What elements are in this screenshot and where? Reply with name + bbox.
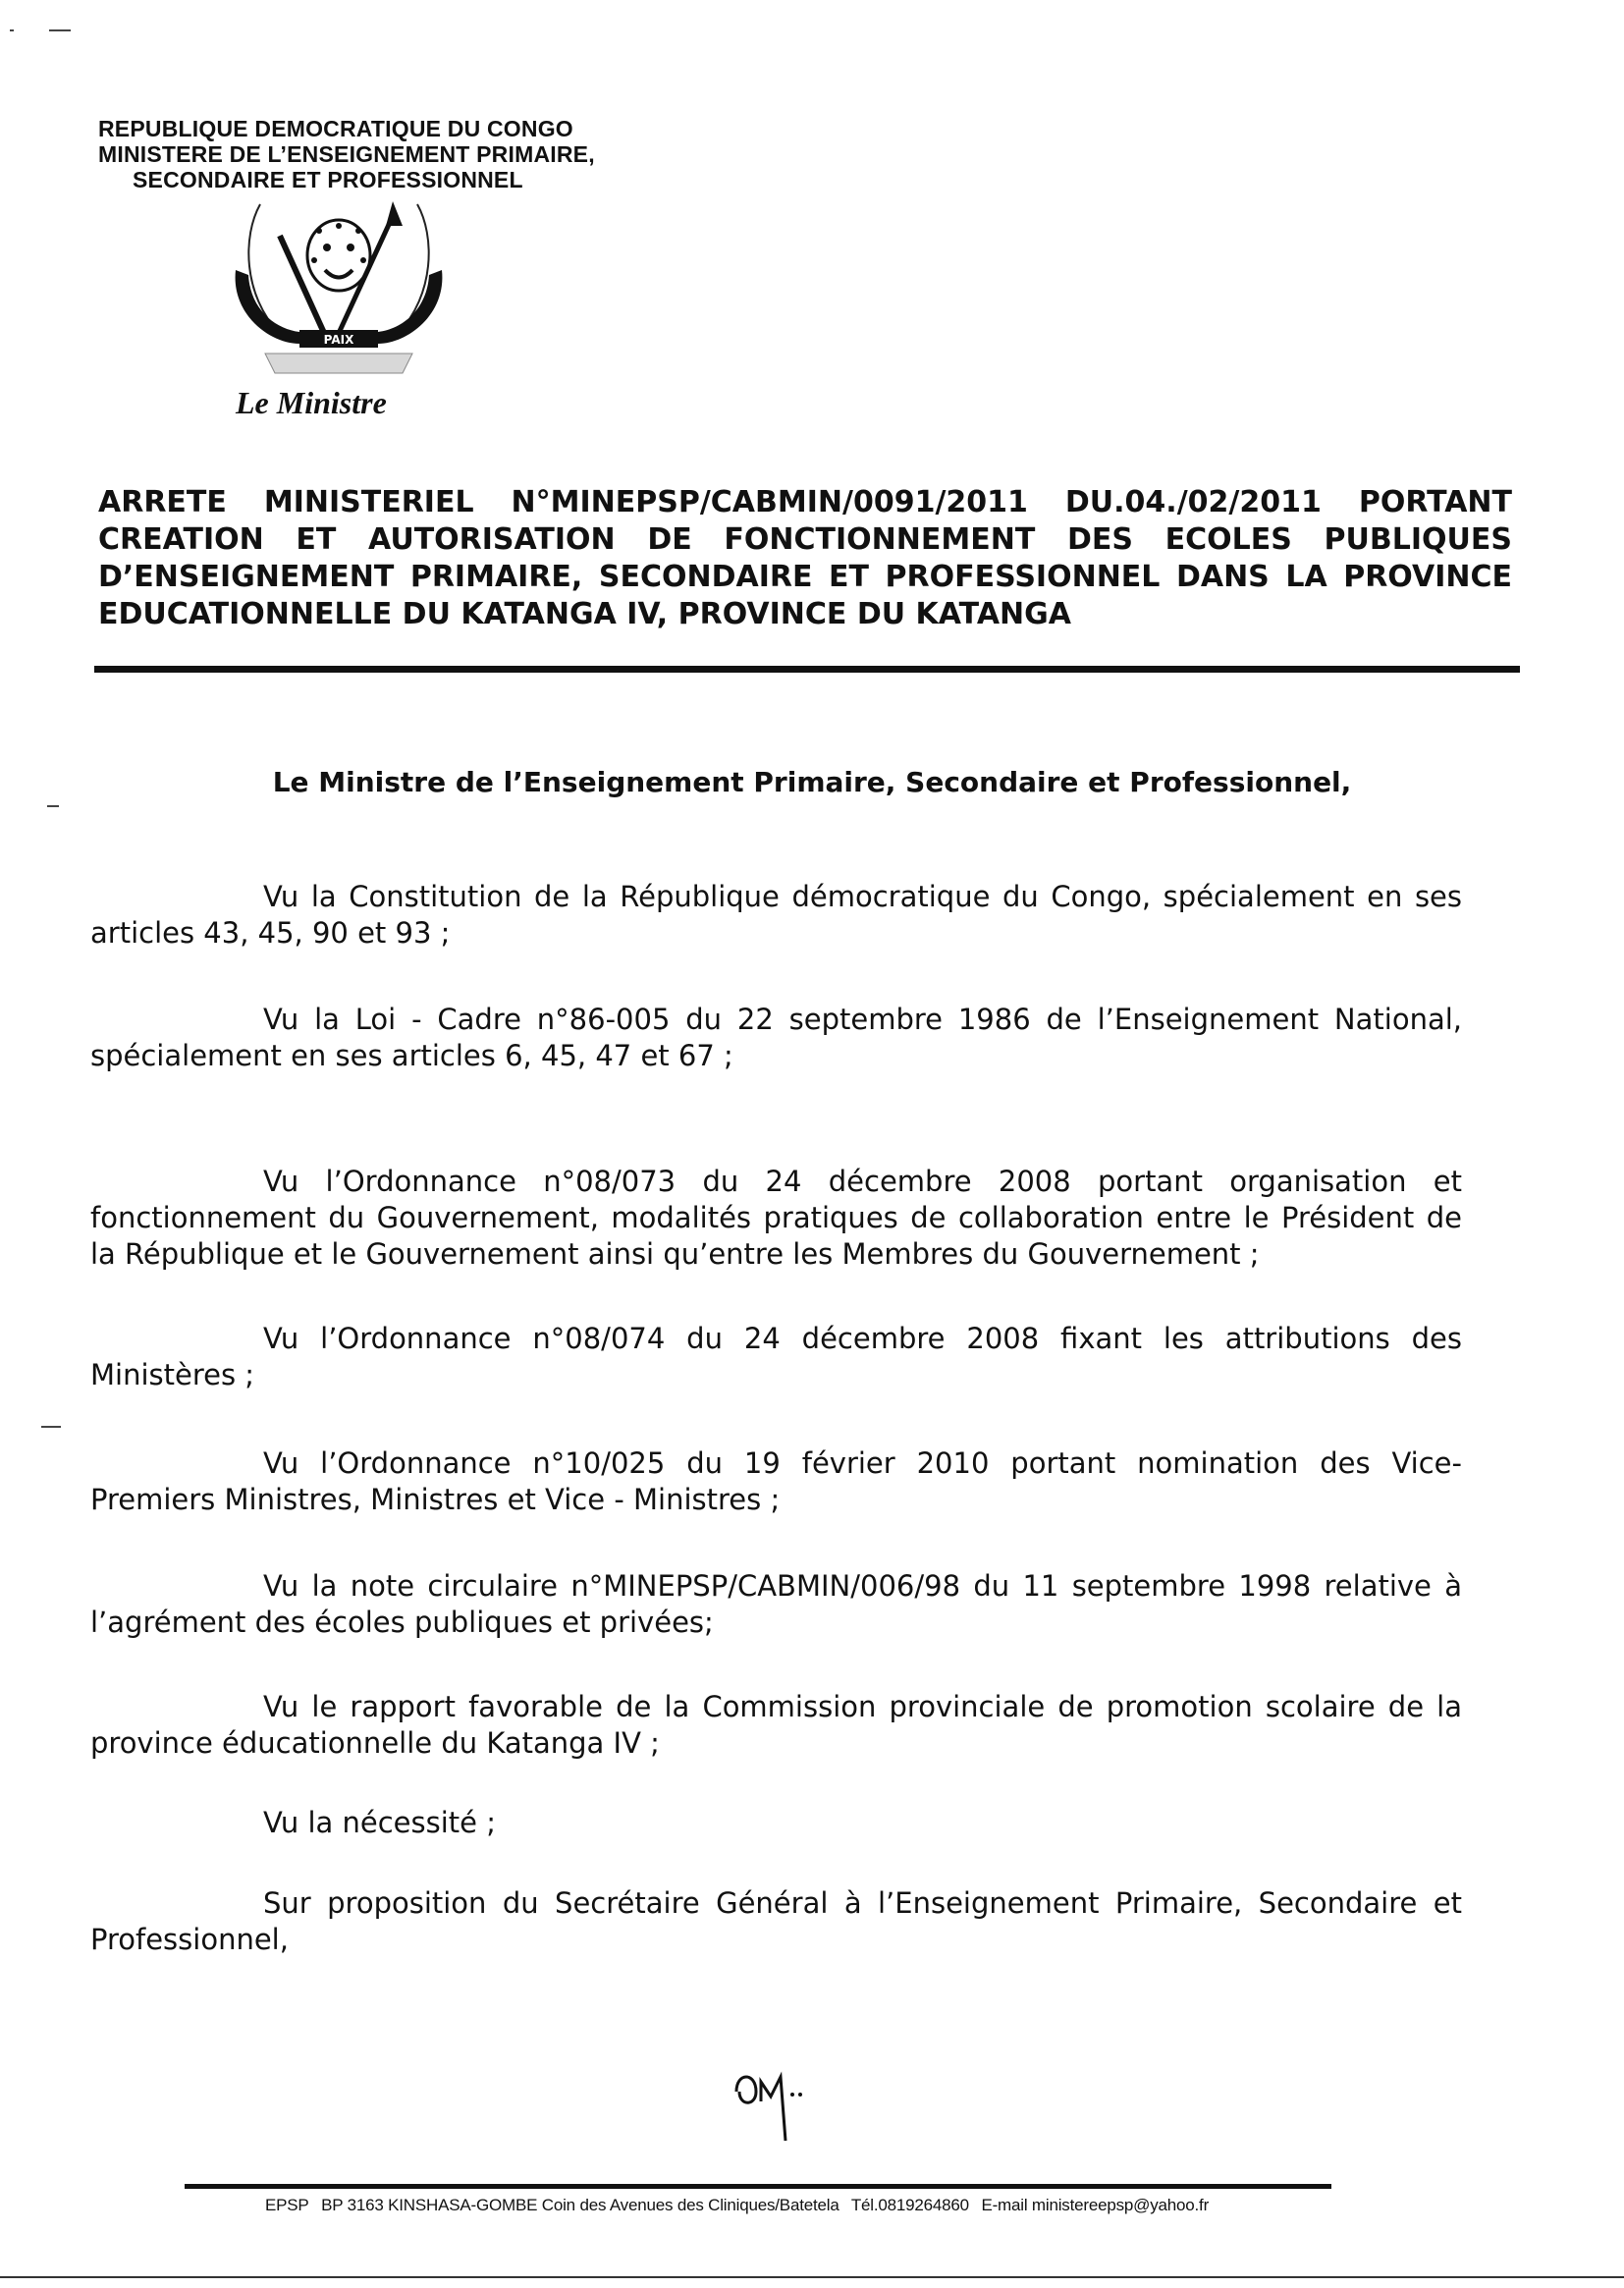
scan-edge <box>0 2276 1624 2278</box>
paragraph-loi-cadre: Vu la Loi - Cadre n°86-005 du 22 septembre 1986 de l’Enseignement National, spécialement en ses articles 6, 45, 47 et 67 ; <box>90 1003 1462 1072</box>
scan-mark <box>41 1426 61 1428</box>
footer-org: EPSP <box>265 2196 309 2214</box>
footer-address: BP 3163 KINSHASA-GOMBE Coin des Avenues des Cliniques/Batetela <box>321 2196 839 2214</box>
paragraph-ordonnance-10-025: Vu l’Ordonnance n°10/025 du 19 février 2010 portant nomination des Vice-Premiers Ministres, Ministres et Vice - Ministres ; <box>90 1446 1462 1516</box>
signature-initials <box>731 2047 820 2155</box>
emblem-motto: PAIX <box>323 333 354 347</box>
footer-email: E-mail ministereepsp@yahoo.fr <box>981 2196 1210 2214</box>
letterhead-ministry: MINISTERE DE L’ENSEIGNEMENT PRIMAIRE, <box>98 141 595 167</box>
coat-of-arms-emblem <box>221 196 457 388</box>
paragraph-note-circulaire: Vu la note circulaire n°MINEPSP/CABMIN/006/98 du 11 septembre 1998 relative à l’agrément des écoles publiques et privées; <box>90 1569 1462 1639</box>
paragraph-constitution: Vu la Constitution de la République démocratique du Congo, spécialement en ses articles 43, 45, 90 et 93 ; <box>90 880 1462 950</box>
paragraph-necessite: Vu la nécessité ; <box>263 1806 496 1839</box>
footer-divider <box>185 2184 1331 2189</box>
paragraph-ordonnance-08-073: Vu l’Ordonnance n°08/073 du 24 décembre 2008 portant organisation et fonctionnement du Gouvernement, modalités pratiques de collaboration entre le Président de la République et le Gouvernement ainsi qu’entre les Membres du Gouvernement ; <box>90 1165 1462 1271</box>
scan-mark <box>47 805 59 807</box>
scan-mark <box>49 29 71 31</box>
paragraph-proposition: Sur proposition du Secrétaire Général à l’Enseignement Primaire, Secondaire et Professionnel, <box>90 1886 1462 1956</box>
minister-heading: Le Ministre de l’Enseignement Primaire, Secondaire et Professionnel, <box>272 766 1352 798</box>
letterhead <box>98 116 595 192</box>
title-divider <box>94 666 1520 673</box>
paragraph-ordonnance-08-074: Vu l’Ordonnance n°08/074 du 24 décembre 2008 fixant les attributions des Ministères ; <box>90 1322 1462 1391</box>
arrete-title: ARRETE MINISTERIEL N°MINEPSP/CABMIN/0091/2011 DU.04./02/2011 PORTANT CREATION ET AUTORISATION DE FONCTIONNEMENT DES ECOLES PUBLIQUES D’ENSEIGNEMENT PRIMAIRE, SECONDAIRE ET PROFESSIONNEL DANS LA PROVINCE EDUCATIONNELLE DU KATANGA IV, PROVINCE DU KATANGA <box>98 485 1512 631</box>
footer-phone: Tél.0819264860 <box>850 2196 969 2214</box>
scan-mark <box>10 29 14 31</box>
paragraph-rapport: Vu le rapport favorable de la Commission provinciale de promotion scolaire de la province éducationnelle du Katanga IV ; <box>90 1690 1462 1760</box>
letterhead-country: REPUBLIQUE DEMOCRATIQUE DU CONGO <box>98 116 573 141</box>
footer <box>0 2196 1624 2215</box>
minister-label: Le Ministre <box>236 385 387 420</box>
letterhead-ministry-cont: SECONDAIRE ET PROFESSIONNEL <box>133 167 523 192</box>
